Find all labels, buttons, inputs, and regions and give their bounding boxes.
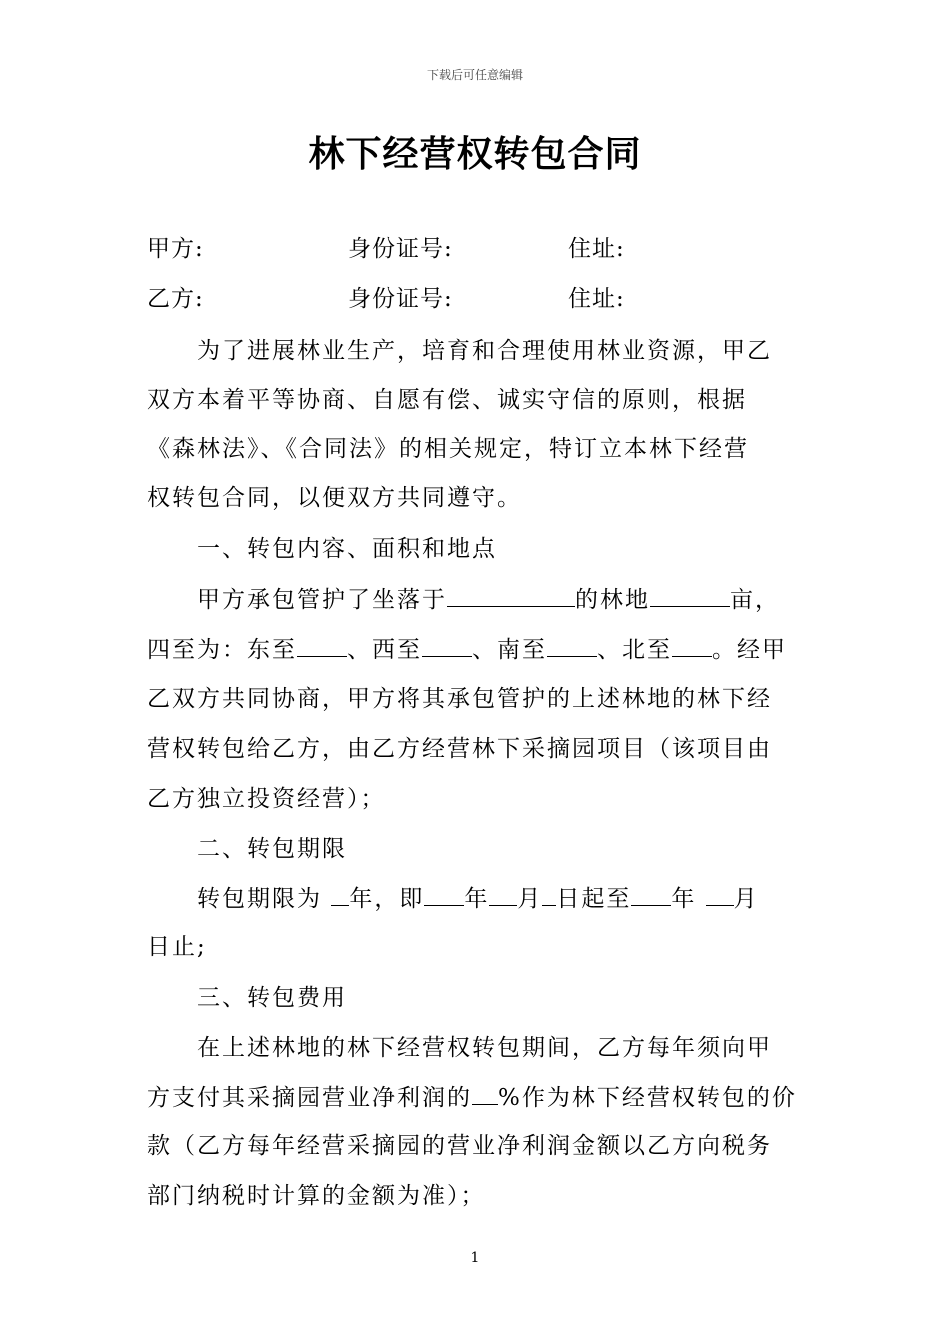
- blank-south: [547, 634, 597, 657]
- section-3-line: 方支付其采摘园营业净利润的 %作为林下经营权转包的价: [147, 1082, 807, 1113]
- party-a-id-label: 身份证号:: [348, 236, 453, 262]
- blank-end-month: [706, 883, 734, 906]
- section-1-line: 甲方承包管护了坐落于 的林地 亩，: [197, 584, 857, 615]
- section-1-heading: 一、转包内容、面积和地点: [197, 536, 497, 562]
- page-number: 1: [470, 1250, 480, 1266]
- section-2-line: 日止;: [147, 934, 207, 960]
- intro-line: 《森林法》、《合同法》的相关规定，特订立本林下经营: [147, 436, 749, 462]
- blank-end-year: [631, 883, 671, 906]
- section-1-line: 乙方独立投资经营）；: [147, 786, 386, 812]
- section-2-heading: 二、转包期限: [197, 836, 347, 862]
- section-3-line: 款（乙方每年经营采摘园的营业净利润金额以乙方向税务: [147, 1133, 772, 1159]
- blank-start-year: [424, 883, 464, 906]
- document-title: 林下经营权转包合同: [308, 134, 642, 175]
- section-1-line: 营权转包给乙方，由乙方经营林下采摘园项目（该项目由: [147, 736, 772, 762]
- section-3-heading: 三、转包费用: [197, 985, 347, 1011]
- blank-location: [447, 584, 575, 607]
- section-3-line: 部门纳税时计算的金额为准）；: [147, 1183, 486, 1209]
- party-b-id-label: 身份证号:: [348, 286, 453, 312]
- intro-line: 双方本着平等协商、自愿有偿、诚实守信的原则，根据: [147, 387, 747, 413]
- party-a-label: 甲方:: [147, 236, 204, 262]
- blank-years: [331, 883, 349, 906]
- party-a-address-label: 住址:: [568, 236, 625, 262]
- section-3-line: 在上述林地的林下经营权转包期间，乙方每年须向甲: [197, 1035, 772, 1061]
- blank-east: [297, 634, 347, 657]
- blank-north: [672, 634, 712, 657]
- intro-line: 为了进展林业生产，培育和合理使用林业资源，甲乙: [197, 338, 772, 364]
- blank-west: [422, 634, 472, 657]
- page-header-note: 下载后可任意编辑: [426, 68, 523, 82]
- party-b-label: 乙方:: [147, 286, 204, 312]
- blank-start-month: [489, 883, 517, 906]
- section-2-line: 转包期限为 年，即 年 月 日起至 年 月: [197, 883, 857, 914]
- party-b-address-label: 住址:: [568, 286, 625, 312]
- intro-line: 权转包合同，以便双方共同遵守。: [147, 485, 522, 511]
- section-1-line: 四至为：东至 、西至 、南至 、北至 。经甲: [147, 634, 807, 665]
- blank-percent: [472, 1082, 498, 1105]
- blank-area: [650, 584, 730, 607]
- blank-start-day: [542, 883, 556, 906]
- section-1-line: 乙双方共同协商，甲方将其承包管护的上述林地的林下经: [147, 686, 772, 712]
